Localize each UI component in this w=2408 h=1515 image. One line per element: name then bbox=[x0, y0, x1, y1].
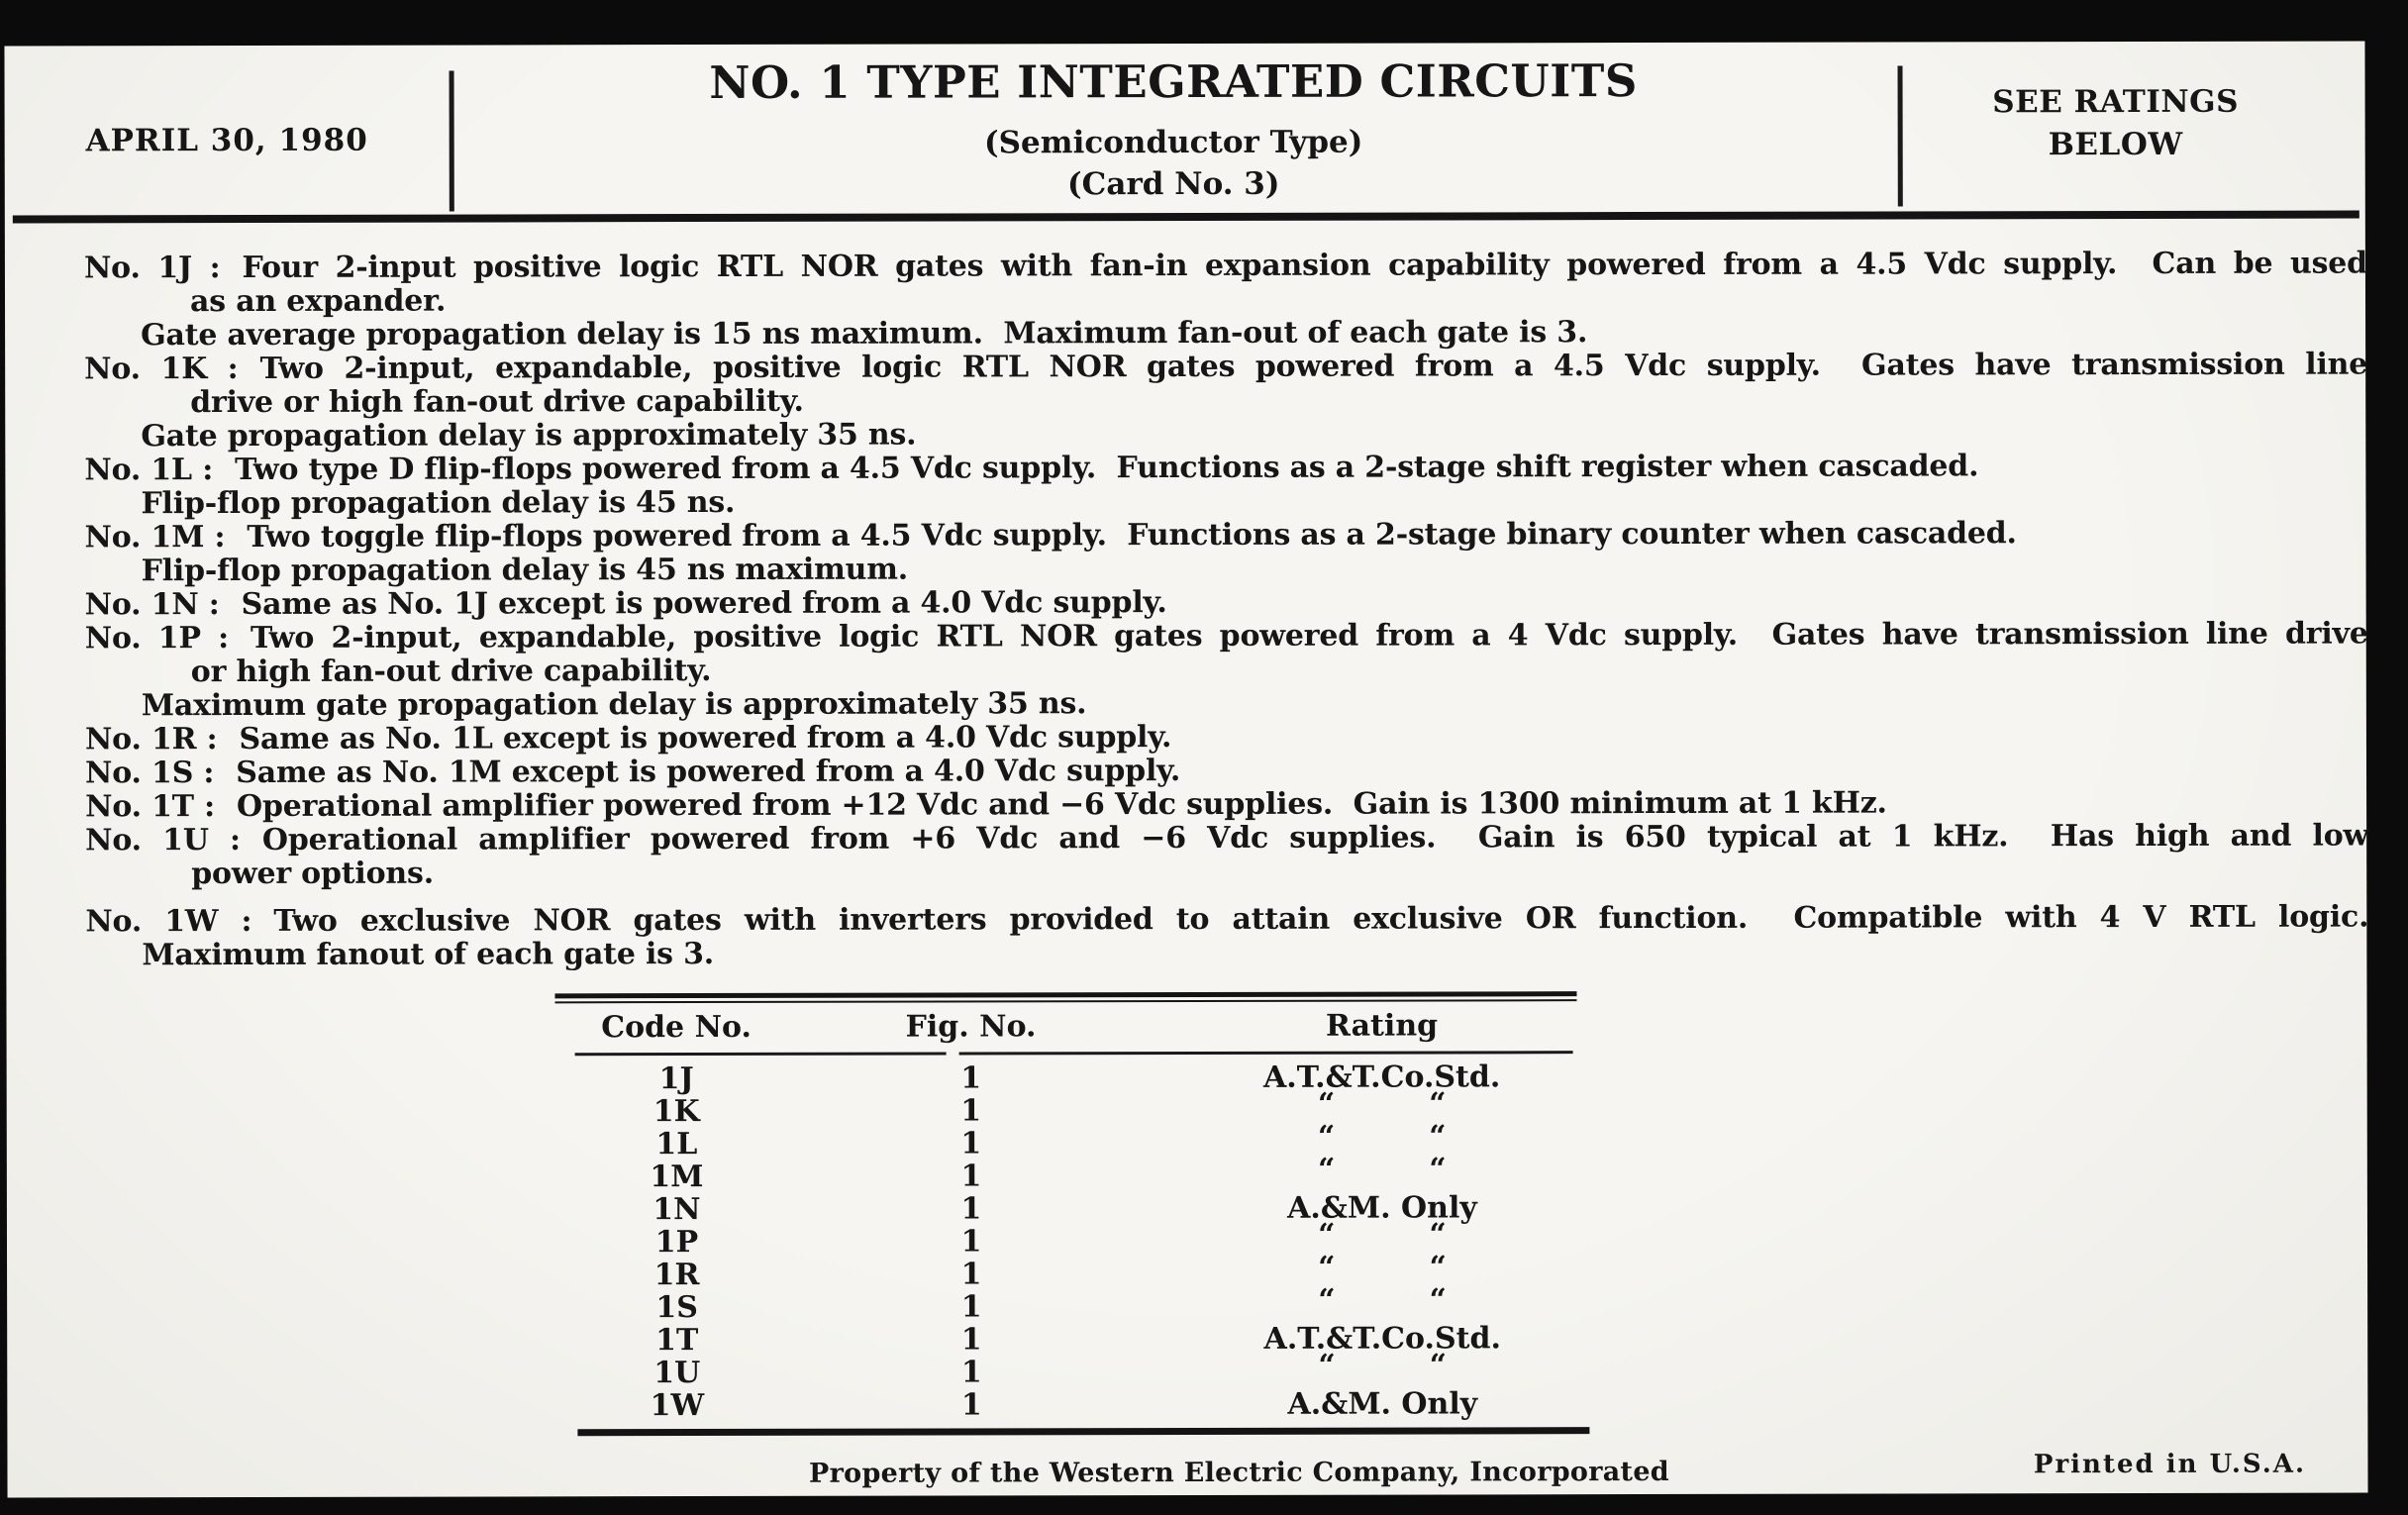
ditto-mark: “ bbox=[1429, 1152, 1447, 1187]
ditto-mark: “ bbox=[1429, 1250, 1447, 1285]
entry-note: Flip-flop propagation delay is 45 ns. bbox=[141, 484, 736, 522]
entry-note: Maximum fanout of each gate is 3. bbox=[142, 936, 715, 973]
entry-text: Two 2-input, expandable, positive logic RTL NOR gates powered from a 4 Vdc supply. Gates have transmission line drive bbox=[250, 616, 2368, 656]
column-header-code: Code No. bbox=[601, 1009, 752, 1045]
entry-label: No. 1N : bbox=[84, 587, 220, 623]
cell-rating bbox=[1164, 1217, 1600, 1258]
entry-first-line bbox=[85, 752, 2368, 790]
entry-label: No. 1P : bbox=[84, 621, 229, 656]
entry-first-line bbox=[85, 900, 2368, 939]
cell-code: 1K bbox=[652, 1094, 700, 1130]
entry-note: Flip-flop propagation delay is 45 ns maximum. bbox=[141, 552, 909, 589]
entry-1m bbox=[84, 516, 2367, 588]
entry-text: Operational amplifier powered from +12 Vdc and −6 Vdc supplies. Gain is 1300 minimum at 1 kHz. bbox=[236, 785, 1887, 825]
property-notice: Property of the Western Electric Company, Incorporated bbox=[808, 1456, 1670, 1489]
table-row-1m bbox=[575, 1152, 1600, 1195]
entry-label: No. 1K : bbox=[84, 352, 239, 387]
entry-first-line bbox=[84, 450, 2367, 488]
table-row-1u bbox=[575, 1348, 1600, 1391]
header-rule bbox=[13, 211, 2359, 224]
cell-rating: A.&M. Only bbox=[1287, 1190, 1477, 1226]
cell-fig: 1 bbox=[960, 1289, 982, 1325]
cell-code: 1N bbox=[652, 1192, 701, 1228]
cell-rating: A.T.&T.Co.Std. bbox=[1262, 1060, 1501, 1095]
entry-first-line bbox=[85, 819, 2368, 858]
cell-code: 1J bbox=[658, 1061, 694, 1097]
cell-rating bbox=[1164, 1250, 1600, 1290]
table-header-row bbox=[574, 1003, 1599, 1049]
entry-1l bbox=[84, 450, 2367, 522]
ditto-mark: “ bbox=[1429, 1086, 1447, 1122]
table-row-1w bbox=[575, 1387, 1600, 1422]
page-subtitle-type: (Semiconductor Type) bbox=[983, 124, 1363, 161]
ratings-table-rows bbox=[575, 1060, 1601, 1422]
entry-note: Maximum gate propagation delay is approximately 35 ns. bbox=[141, 686, 1087, 724]
cell-rating bbox=[1164, 1086, 1600, 1127]
entry-label: No. 1S : bbox=[84, 756, 215, 791]
entry-continuation: drive or high fan-out drive capability. bbox=[190, 383, 804, 421]
page-title: NO. 1 TYPE INTEGRATED CIRCUITS bbox=[709, 54, 1638, 110]
cell-code: 1S bbox=[655, 1290, 698, 1326]
page-subtitle-card-no: (Card No. 3) bbox=[1066, 165, 1280, 203]
cell-code: 1W bbox=[650, 1388, 705, 1424]
entry-text: Same as No. 1M except is powered from a 4.0 Vdc supply. bbox=[236, 754, 1181, 791]
entry-text: Same as No. 1L except is powered from a 4.0 Vdc supply. bbox=[239, 720, 1172, 758]
cell-rating bbox=[1164, 1348, 1600, 1388]
entry-text: Four 2-input positive logic RTL NOR gates with fan-in expansion capability powered from a 4.5 Vdc supply. Can be used bbox=[242, 246, 2367, 285]
cell-fig: 1 bbox=[960, 1060, 982, 1096]
ditto-mark: “ bbox=[1317, 1086, 1336, 1122]
entry-label: No. 1U : bbox=[85, 823, 241, 858]
cell-rating bbox=[1164, 1282, 1600, 1323]
entry-text: Two toggle flip-flops powered from a 4.5 Vdc supply. Functions as a 2-stage binary counter when cascaded. bbox=[247, 516, 2017, 555]
entry-first-line bbox=[84, 516, 2367, 555]
entry-text: Two type D flip-flops powered from a 4.5 Vdc supply. Functions as a 2-stage shift register when cascaded. bbox=[235, 449, 1979, 488]
table-bottom-rule bbox=[577, 1427, 1589, 1436]
entry-label: No. 1J : bbox=[83, 251, 221, 286]
cell-code: 1M bbox=[650, 1160, 704, 1195]
cell-rating: A.&M. Only bbox=[1287, 1386, 1478, 1422]
cell-fig: 1 bbox=[960, 1257, 982, 1292]
cell-code: 1R bbox=[653, 1258, 700, 1293]
ditto-mark: “ bbox=[1317, 1119, 1336, 1155]
ditto-mark: “ bbox=[1318, 1152, 1336, 1187]
cell-fig: 1 bbox=[960, 1355, 982, 1390]
entry-1u bbox=[85, 819, 2368, 891]
document-card bbox=[4, 42, 2367, 1498]
ditto-mark: “ bbox=[1318, 1348, 1336, 1383]
ditto-mark: “ bbox=[1318, 1282, 1336, 1318]
entry-first-line bbox=[85, 617, 2368, 656]
column-header-fig: Fig. No. bbox=[905, 1008, 1037, 1045]
cell-fig: 1 bbox=[960, 1387, 982, 1423]
entry-note: Gate propagation delay is approximately 35 ns. bbox=[141, 417, 917, 454]
entry-label: No. 1W : bbox=[85, 903, 252, 940]
entry-label: No. 1T : bbox=[85, 789, 216, 825]
entry-1r bbox=[85, 718, 2368, 757]
entry-1w bbox=[85, 900, 2368, 972]
see-ratings-note: SEE RATINGS BELOW bbox=[1992, 83, 2240, 163]
ditto-mark: “ bbox=[1429, 1217, 1447, 1253]
cell-fig: 1 bbox=[960, 1224, 982, 1260]
entry-first-line bbox=[84, 248, 2367, 286]
cell-code: 1P bbox=[654, 1225, 699, 1261]
ditto-mark: “ bbox=[1429, 1282, 1447, 1318]
entry-continuation: as an expander. bbox=[189, 283, 447, 320]
table-header-rule-right bbox=[959, 1051, 1573, 1055]
entries bbox=[84, 248, 2369, 973]
ditto-mark: “ bbox=[1318, 1250, 1336, 1285]
entry-continuation: power options. bbox=[191, 856, 435, 892]
entry-text: Same as No. 1J except is powered from a 4.0 Vdc supply. bbox=[241, 585, 1167, 622]
cell-fig: 1 bbox=[960, 1191, 982, 1227]
table-top-rule bbox=[554, 991, 1576, 1003]
column-header-rating: Rating bbox=[1325, 1007, 1439, 1044]
entry-label: No. 1L : bbox=[84, 453, 214, 488]
entry-1s bbox=[85, 752, 2368, 790]
cell-code: 1U bbox=[653, 1356, 701, 1391]
entry-label: No. 1M : bbox=[84, 520, 226, 556]
ditto-mark: “ bbox=[1318, 1217, 1336, 1253]
ratings-table bbox=[574, 991, 1610, 1459]
cell-fig: 1 bbox=[960, 1322, 982, 1358]
entry-first-line bbox=[84, 349, 2367, 387]
cell-rating bbox=[1164, 1152, 1600, 1192]
entry-1k bbox=[84, 349, 2367, 454]
issue-date: APRIL 30, 1980 bbox=[85, 122, 368, 159]
cell-rating bbox=[1164, 1119, 1600, 1160]
entry-label: No. 1R : bbox=[84, 722, 218, 758]
cell-code: 1T bbox=[655, 1323, 699, 1359]
cell-fig: 1 bbox=[960, 1126, 982, 1162]
ditto-mark: “ bbox=[1429, 1348, 1448, 1383]
cell-fig: 1 bbox=[960, 1159, 982, 1194]
entry-text: Two exclusive NOR gates with inverters provided to attain exclusive OR function. Compatible with 4 V RTL logic. bbox=[273, 899, 2369, 939]
entry-1p bbox=[85, 617, 2368, 723]
entry-first-line bbox=[85, 718, 2368, 757]
cell-rating: A.T.&T.Co.Std. bbox=[1263, 1321, 1501, 1357]
entry-note: Gate average propagation delay is 15 ns maximum. Maximum fan-out of each gate is 3. bbox=[141, 315, 1588, 354]
table-header-rule-left bbox=[575, 1053, 947, 1057]
ditto-mark: “ bbox=[1429, 1119, 1447, 1155]
table-row-1s bbox=[575, 1282, 1600, 1326]
printed-in-usa: Printed in U.S.A. bbox=[2033, 1449, 2307, 1480]
entry-continuation: or high fan-out drive capability. bbox=[190, 654, 712, 690]
entry-1j bbox=[84, 248, 2367, 354]
cell-fig: 1 bbox=[960, 1093, 982, 1129]
entry-text: Two 2-input, expandable, positive logic RTL NOR gates powered from a 4.5 Vdc supply. Gates have transmission line bbox=[259, 347, 2368, 386]
entry-text: Operational amplifier powered from +6 Vdc and −6 Vdc supplies. Gain is 650 typical at 1 kHz. Has high and low bbox=[261, 818, 2369, 858]
cell-code: 1L bbox=[655, 1127, 698, 1162]
